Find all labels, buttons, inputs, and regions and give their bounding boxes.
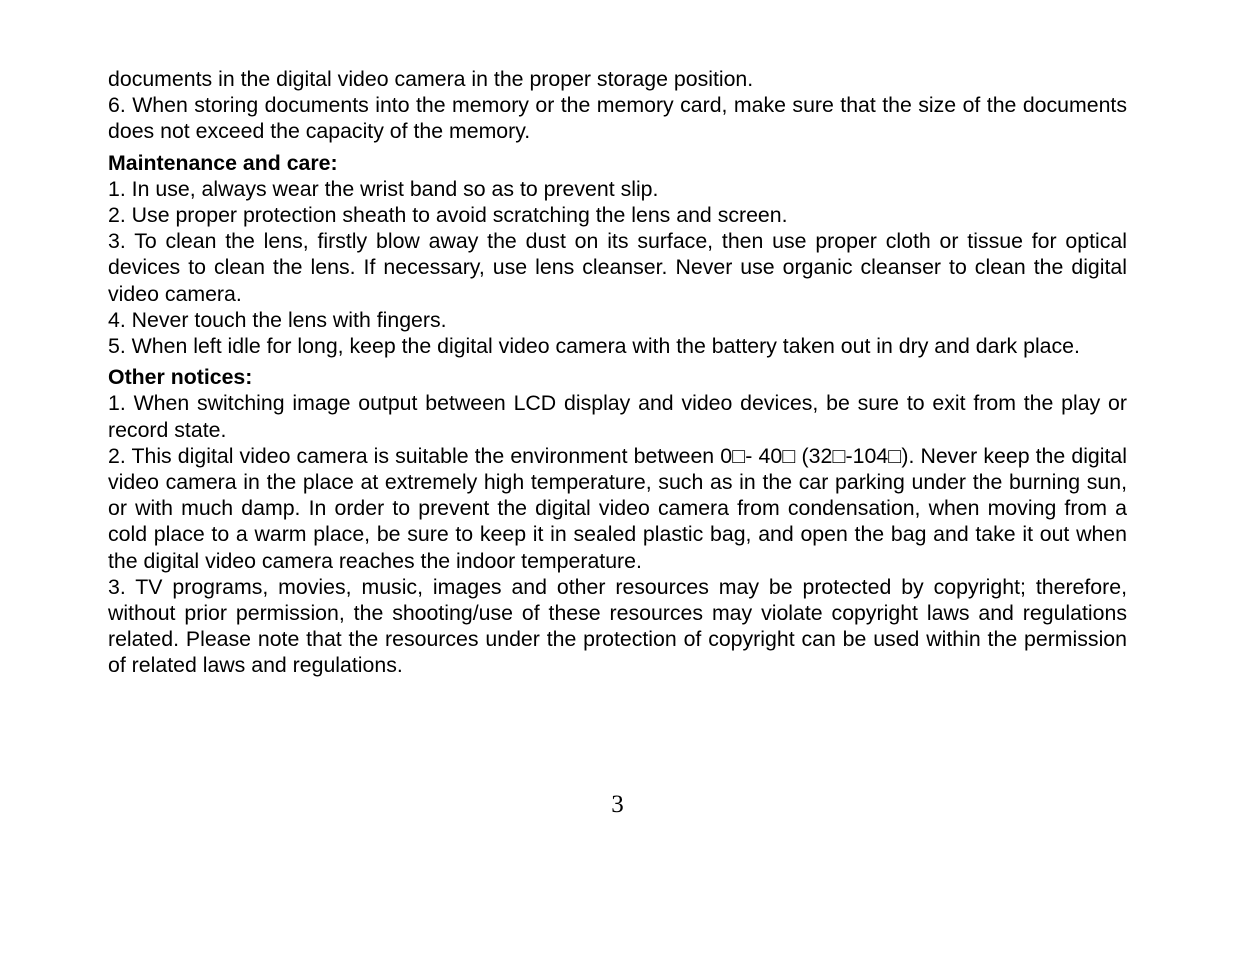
maintenance-item: 1. In use, always wear the wrist band so as to prevent slip. (108, 176, 659, 201)
storage-capacity-paragraph: 6. When storing documents into the memory or the memory card, make sure that the size of the documents does not exceed the capacity of the memory. (108, 93, 1127, 144)
maintenance-item: 5. When left idle for long, keep the digital video camera with the battery taken out in dry and dark place. (108, 334, 1080, 359)
notice-item: 1. When switching image output between LCD display and video devices, be sure to exit from the play or record state. (108, 391, 1127, 442)
maintenance-item: 3. To clean the lens, firstly blow away the dust on its surface, then use proper cloth or tissue for optical devices to clean the lens. If necessary, use lens cleanser. Never use organic cleanser to clean the digital video camera. (108, 229, 1127, 306)
other-notices-heading: Other notices: (108, 365, 253, 390)
maintenance-item: 4. Never touch the lens with fingers. (108, 307, 447, 332)
intro-paragraph: documents in the digital video camera in the proper storage position. (108, 67, 754, 91)
maintenance-item: 2. Use proper protection sheath to avoid scratching the lens and screen. (108, 203, 788, 228)
page-number: 3 (611, 791, 624, 818)
maintenance-heading: Maintenance and care: (108, 150, 338, 175)
notice-item: 3. TV programs, movies, music, images and other resources may be protected by copyright; therefore, without prior permission, the shooting/use of these resources may violate copyright laws and regulations related. Please note that the resources under the protection of copyright can be used within the permission of related laws and regulations. (108, 574, 1127, 678)
notice-item: 2. This digital video camera is suitable the environment between 0□- 40□ (32□-104□). Never keep the digital video camera in the place at extremely high temperature, such as in the car parking under the burning sun, or with much damp. In order to prevent the digital video camera from condensation, when moving from a cold place to a warm place, be sure to keep it in sealed plastic bag, and open the bag and take it out when the digital video camera reaches the indoor temperature. (108, 443, 1127, 573)
document-body (108, 66, 1127, 679)
